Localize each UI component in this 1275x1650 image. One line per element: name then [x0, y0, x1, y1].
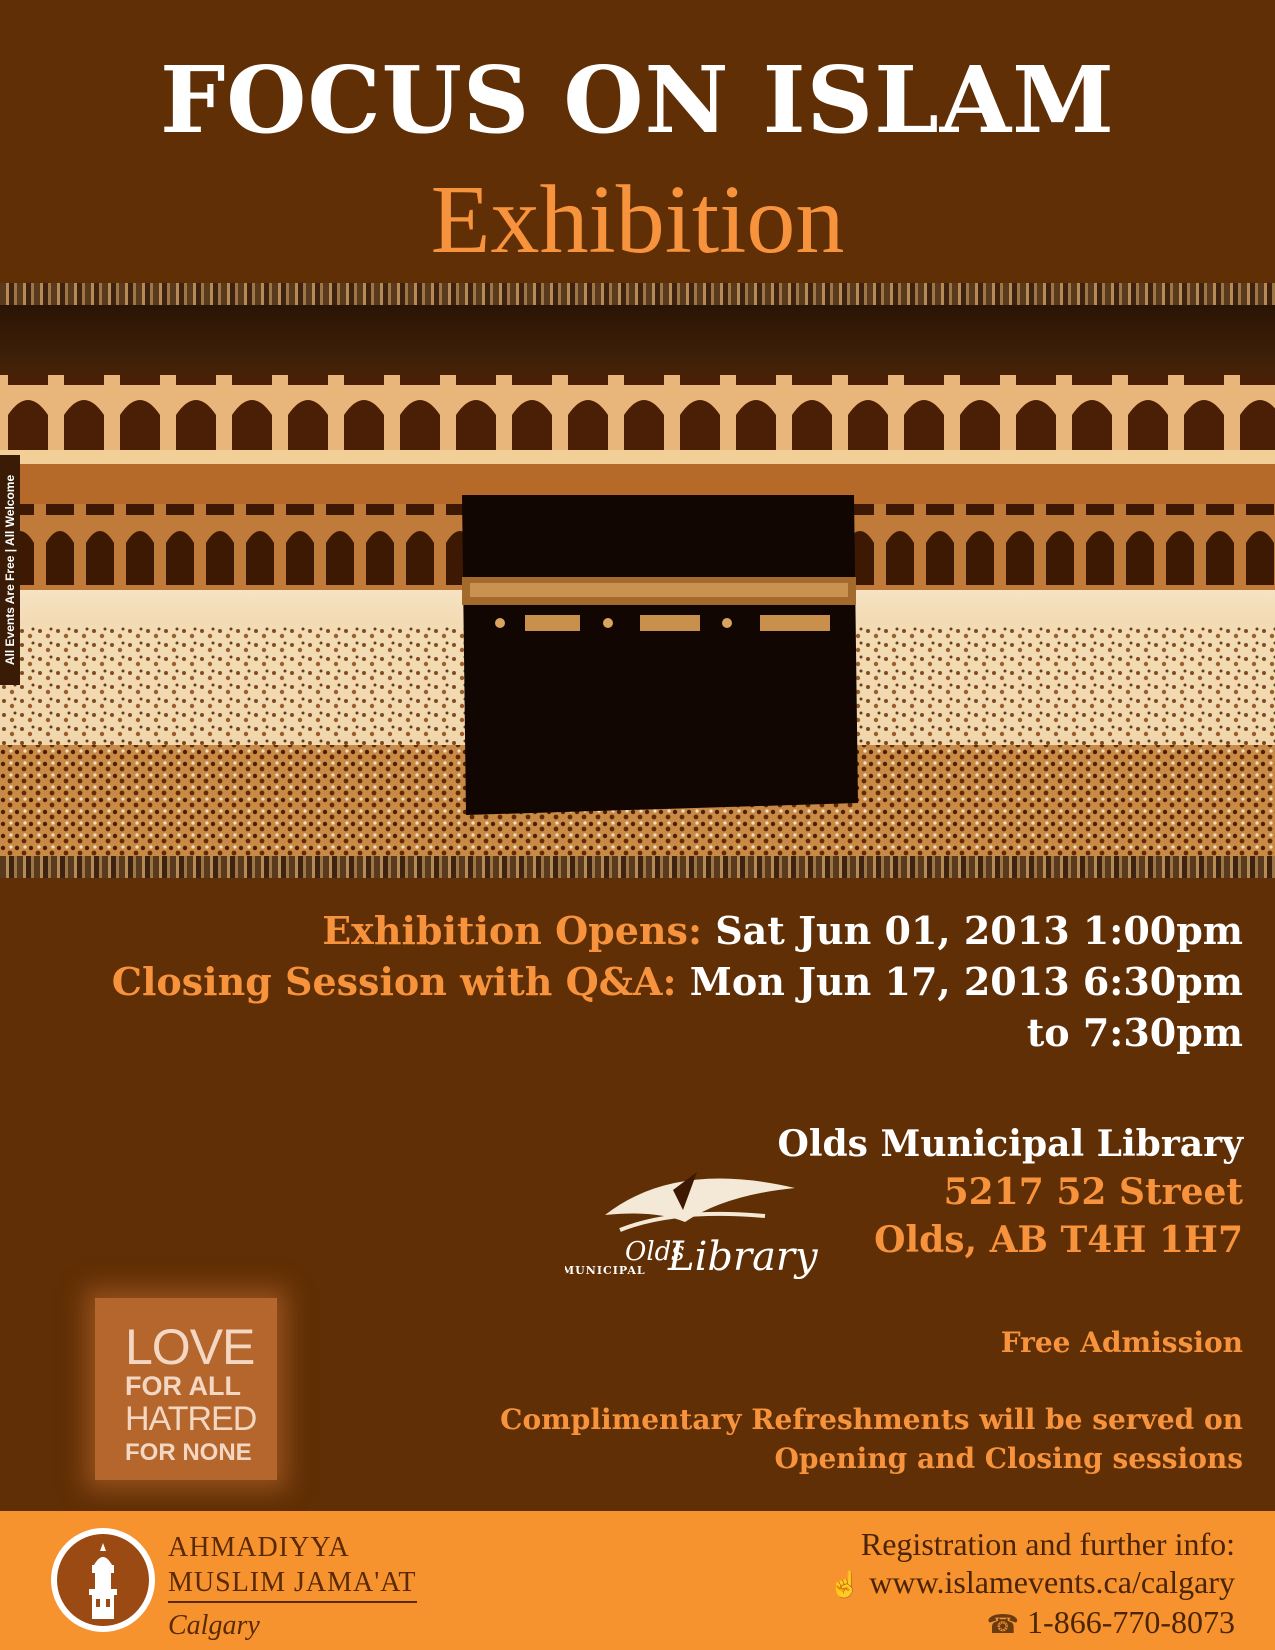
opens-label: Exhibition Opens: [322, 908, 702, 953]
org-name-line2: MUSLIM JAMA'AT [168, 1567, 417, 1603]
venue-street: 5217 52 Street [943, 1171, 1243, 1213]
motto-line4: FOR NONE [125, 1439, 252, 1466]
venue-name: Olds Municipal Library [777, 1123, 1243, 1165]
mouse-icon: ☝ [828, 1570, 862, 1599]
org-name-line1: AHMADIYYA [168, 1532, 350, 1563]
phone-line [987, 1603, 1235, 1644]
phone-icon: ☎ [986, 1610, 1020, 1639]
closing-value-end: to 7:30pm [1026, 1010, 1243, 1055]
closing-label: Closing Session with Q&A: [111, 959, 677, 1004]
refreshments-line1: Complimentary Refreshments will be served on [500, 1403, 1243, 1436]
free-admission: Free Admission [1000, 1326, 1243, 1359]
love-for-all-badge [95, 1298, 277, 1480]
kaaba-photo-band [0, 283, 1275, 878]
refreshments-line2: Opening and Closing sessions [774, 1442, 1243, 1475]
ornamental-border-bottom [0, 856, 1275, 878]
library-logo-municipal: MUNICIPAL [565, 1264, 646, 1277]
venue [777, 1120, 1243, 1264]
closing-line [112, 956, 1243, 1007]
schedule [112, 905, 1243, 1058]
opens-value: Sat Jun 01, 2013 1:00pm [715, 908, 1243, 953]
motto-line3: HATRED [125, 1400, 257, 1438]
side-banner [0, 455, 20, 685]
poster-subtitle: Exhibition [430, 166, 845, 274]
kaaba-photo [0, 305, 1275, 856]
refreshments [500, 1400, 1243, 1478]
website-link[interactable]: www.islamevents.ca/calgary [869, 1564, 1235, 1600]
venue-city: Olds, AB T4H 1H7 [874, 1219, 1243, 1261]
ornamental-border-top [0, 283, 1275, 305]
org-city: Calgary [168, 1610, 260, 1641]
registration-label: Registration and further info: [860, 1526, 1235, 1562]
library-logo-library: Library [668, 1234, 818, 1280]
website-line [829, 1563, 1235, 1604]
library-logo [565, 1150, 830, 1290]
side-banner-text: All Events Are Free | All Welcome [3, 474, 17, 666]
closing-value: Mon Jun 17, 2013 6:30pm [689, 959, 1243, 1004]
minaret-emblem-icon [48, 1525, 158, 1635]
opens-line [112, 905, 1243, 956]
phone-number: 1-866-770-8073 [1027, 1604, 1235, 1640]
motto-line2: FOR ALL [125, 1371, 241, 1401]
poster-title: FOCUS ON ISLAM [159, 46, 1116, 154]
library-logo-olds: Olds [625, 1237, 685, 1267]
motto-line1: LOVE [125, 1319, 255, 1375]
